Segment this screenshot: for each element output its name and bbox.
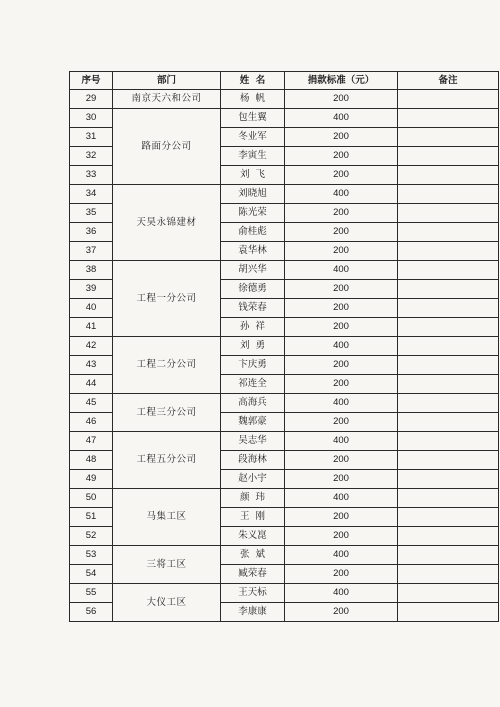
row-name: 孙祥 bbox=[221, 318, 285, 337]
row-name: 徐德勇 bbox=[221, 280, 285, 299]
row-name: 朱义崑 bbox=[221, 527, 285, 546]
row-remark bbox=[398, 603, 499, 622]
row-name: 钱荣春 bbox=[221, 299, 285, 318]
row-remark bbox=[398, 147, 499, 166]
row-no: 47 bbox=[70, 432, 113, 451]
row-no: 34 bbox=[70, 185, 113, 204]
row-name: 俞桂彪 bbox=[221, 223, 285, 242]
row-name: 张斌 bbox=[221, 546, 285, 565]
row-no: 35 bbox=[70, 204, 113, 223]
row-amount: 200 bbox=[285, 603, 398, 622]
row-no: 32 bbox=[70, 147, 113, 166]
row-no: 29 bbox=[70, 90, 113, 109]
department-cell: 工程二分公司 bbox=[113, 337, 221, 394]
row-remark bbox=[398, 470, 499, 489]
row-no: 43 bbox=[70, 356, 113, 375]
row-amount: 400 bbox=[285, 394, 398, 413]
row-no: 38 bbox=[70, 261, 113, 280]
row-no: 48 bbox=[70, 451, 113, 470]
row-name: 臧荣春 bbox=[221, 565, 285, 584]
row-no: 41 bbox=[70, 318, 113, 337]
table-row bbox=[70, 90, 499, 109]
row-remark bbox=[398, 128, 499, 147]
department-cell: 大仪工区 bbox=[113, 584, 221, 622]
row-name: 包生翼 bbox=[221, 109, 285, 128]
row-amount: 400 bbox=[285, 109, 398, 128]
row-amount: 200 bbox=[285, 242, 398, 261]
table-row bbox=[70, 584, 499, 603]
row-amount: 200 bbox=[285, 470, 398, 489]
row-amount: 200 bbox=[285, 90, 398, 109]
department-cell: 马集工区 bbox=[113, 489, 221, 546]
row-name: 袁华林 bbox=[221, 242, 285, 261]
row-name: 刘晓旭 bbox=[221, 185, 285, 204]
row-remark bbox=[398, 546, 499, 565]
row-amount: 400 bbox=[285, 185, 398, 204]
row-remark bbox=[398, 584, 499, 603]
row-remark bbox=[398, 413, 499, 432]
row-remark bbox=[398, 432, 499, 451]
row-no: 53 bbox=[70, 546, 113, 565]
header-department: 部门 bbox=[113, 72, 221, 90]
row-no: 52 bbox=[70, 527, 113, 546]
row-no: 44 bbox=[70, 375, 113, 394]
row-name: 祁连全 bbox=[221, 375, 285, 394]
row-remark bbox=[398, 508, 499, 527]
row-no: 51 bbox=[70, 508, 113, 527]
row-amount: 400 bbox=[285, 584, 398, 603]
header-amount: 捐款标准（元） bbox=[285, 72, 398, 90]
row-remark bbox=[398, 166, 499, 185]
row-amount: 200 bbox=[285, 413, 398, 432]
department-cell: 工程一分公司 bbox=[113, 261, 221, 337]
row-no: 39 bbox=[70, 280, 113, 299]
donation-table bbox=[69, 71, 499, 622]
row-name: 吴志华 bbox=[221, 432, 285, 451]
row-amount: 400 bbox=[285, 337, 398, 356]
row-amount: 200 bbox=[285, 280, 398, 299]
header-name: 姓 名 bbox=[221, 72, 285, 90]
row-no: 56 bbox=[70, 603, 113, 622]
row-remark bbox=[398, 527, 499, 546]
row-amount: 200 bbox=[285, 375, 398, 394]
row-amount: 200 bbox=[285, 565, 398, 584]
row-name: 李寅生 bbox=[221, 147, 285, 166]
department-cell: 工程三分公司 bbox=[113, 394, 221, 432]
row-amount: 200 bbox=[285, 299, 398, 318]
row-no: 50 bbox=[70, 489, 113, 508]
row-name: 赵小宇 bbox=[221, 470, 285, 489]
row-name: 冬业军 bbox=[221, 128, 285, 147]
row-no: 37 bbox=[70, 242, 113, 261]
row-no: 33 bbox=[70, 166, 113, 185]
row-remark bbox=[398, 204, 499, 223]
row-amount: 200 bbox=[285, 451, 398, 470]
row-name: 杨帆 bbox=[221, 90, 285, 109]
department-cell: 工程五分公司 bbox=[113, 432, 221, 489]
table-row bbox=[70, 546, 499, 565]
row-no: 31 bbox=[70, 128, 113, 147]
row-amount: 200 bbox=[285, 128, 398, 147]
department-cell: 三将工区 bbox=[113, 546, 221, 584]
row-name: 高海兵 bbox=[221, 394, 285, 413]
row-remark bbox=[398, 261, 499, 280]
row-remark bbox=[398, 565, 499, 584]
row-no: 46 bbox=[70, 413, 113, 432]
row-amount: 400 bbox=[285, 489, 398, 508]
row-amount: 200 bbox=[285, 147, 398, 166]
row-name: 颜玮 bbox=[221, 489, 285, 508]
row-no: 36 bbox=[70, 223, 113, 242]
row-remark bbox=[398, 280, 499, 299]
row-amount: 200 bbox=[285, 166, 398, 185]
row-amount: 200 bbox=[285, 508, 398, 527]
table-row bbox=[70, 261, 499, 280]
department-cell: 路面分公司 bbox=[113, 109, 221, 185]
row-remark bbox=[398, 90, 499, 109]
row-name: 刘勇 bbox=[221, 337, 285, 356]
department-cell: 天昊永锦建材 bbox=[113, 185, 221, 261]
department-cell: 南京天六和公司 bbox=[113, 90, 221, 109]
row-amount: 200 bbox=[285, 356, 398, 375]
row-amount: 400 bbox=[285, 261, 398, 280]
row-no: 55 bbox=[70, 584, 113, 603]
row-remark bbox=[398, 356, 499, 375]
row-remark bbox=[398, 451, 499, 470]
row-remark bbox=[398, 394, 499, 413]
row-no: 49 bbox=[70, 470, 113, 489]
table-row bbox=[70, 489, 499, 508]
row-name: 卞庆勇 bbox=[221, 356, 285, 375]
row-name: 李康康 bbox=[221, 603, 285, 622]
row-name: 陈光荣 bbox=[221, 204, 285, 223]
header-no: 序号 bbox=[70, 72, 113, 90]
table-row bbox=[70, 394, 499, 413]
row-amount: 400 bbox=[285, 546, 398, 565]
row-name: 魏郭豪 bbox=[221, 413, 285, 432]
row-amount: 200 bbox=[285, 223, 398, 242]
table-header-row bbox=[70, 72, 499, 90]
table-row bbox=[70, 337, 499, 356]
row-name: 刘飞 bbox=[221, 166, 285, 185]
row-remark bbox=[398, 223, 499, 242]
row-remark bbox=[398, 185, 499, 204]
row-remark bbox=[398, 337, 499, 356]
row-amount: 400 bbox=[285, 432, 398, 451]
row-no: 42 bbox=[70, 337, 113, 356]
row-no: 30 bbox=[70, 109, 113, 128]
table-row bbox=[70, 432, 499, 451]
table-row bbox=[70, 185, 499, 204]
row-amount: 200 bbox=[285, 318, 398, 337]
row-no: 45 bbox=[70, 394, 113, 413]
row-name: 王天标 bbox=[221, 584, 285, 603]
row-name: 王刚 bbox=[221, 508, 285, 527]
row-amount: 200 bbox=[285, 204, 398, 223]
row-name: 胡兴华 bbox=[221, 261, 285, 280]
row-no: 40 bbox=[70, 299, 113, 318]
row-remark bbox=[398, 109, 499, 128]
row-remark bbox=[398, 299, 499, 318]
row-remark bbox=[398, 375, 499, 394]
row-remark bbox=[398, 489, 499, 508]
row-remark bbox=[398, 318, 499, 337]
header-remark: 备注 bbox=[398, 72, 499, 90]
row-remark bbox=[398, 242, 499, 261]
row-amount: 200 bbox=[285, 527, 398, 546]
row-no: 54 bbox=[70, 565, 113, 584]
table-row bbox=[70, 109, 499, 128]
row-name: 段海林 bbox=[221, 451, 285, 470]
